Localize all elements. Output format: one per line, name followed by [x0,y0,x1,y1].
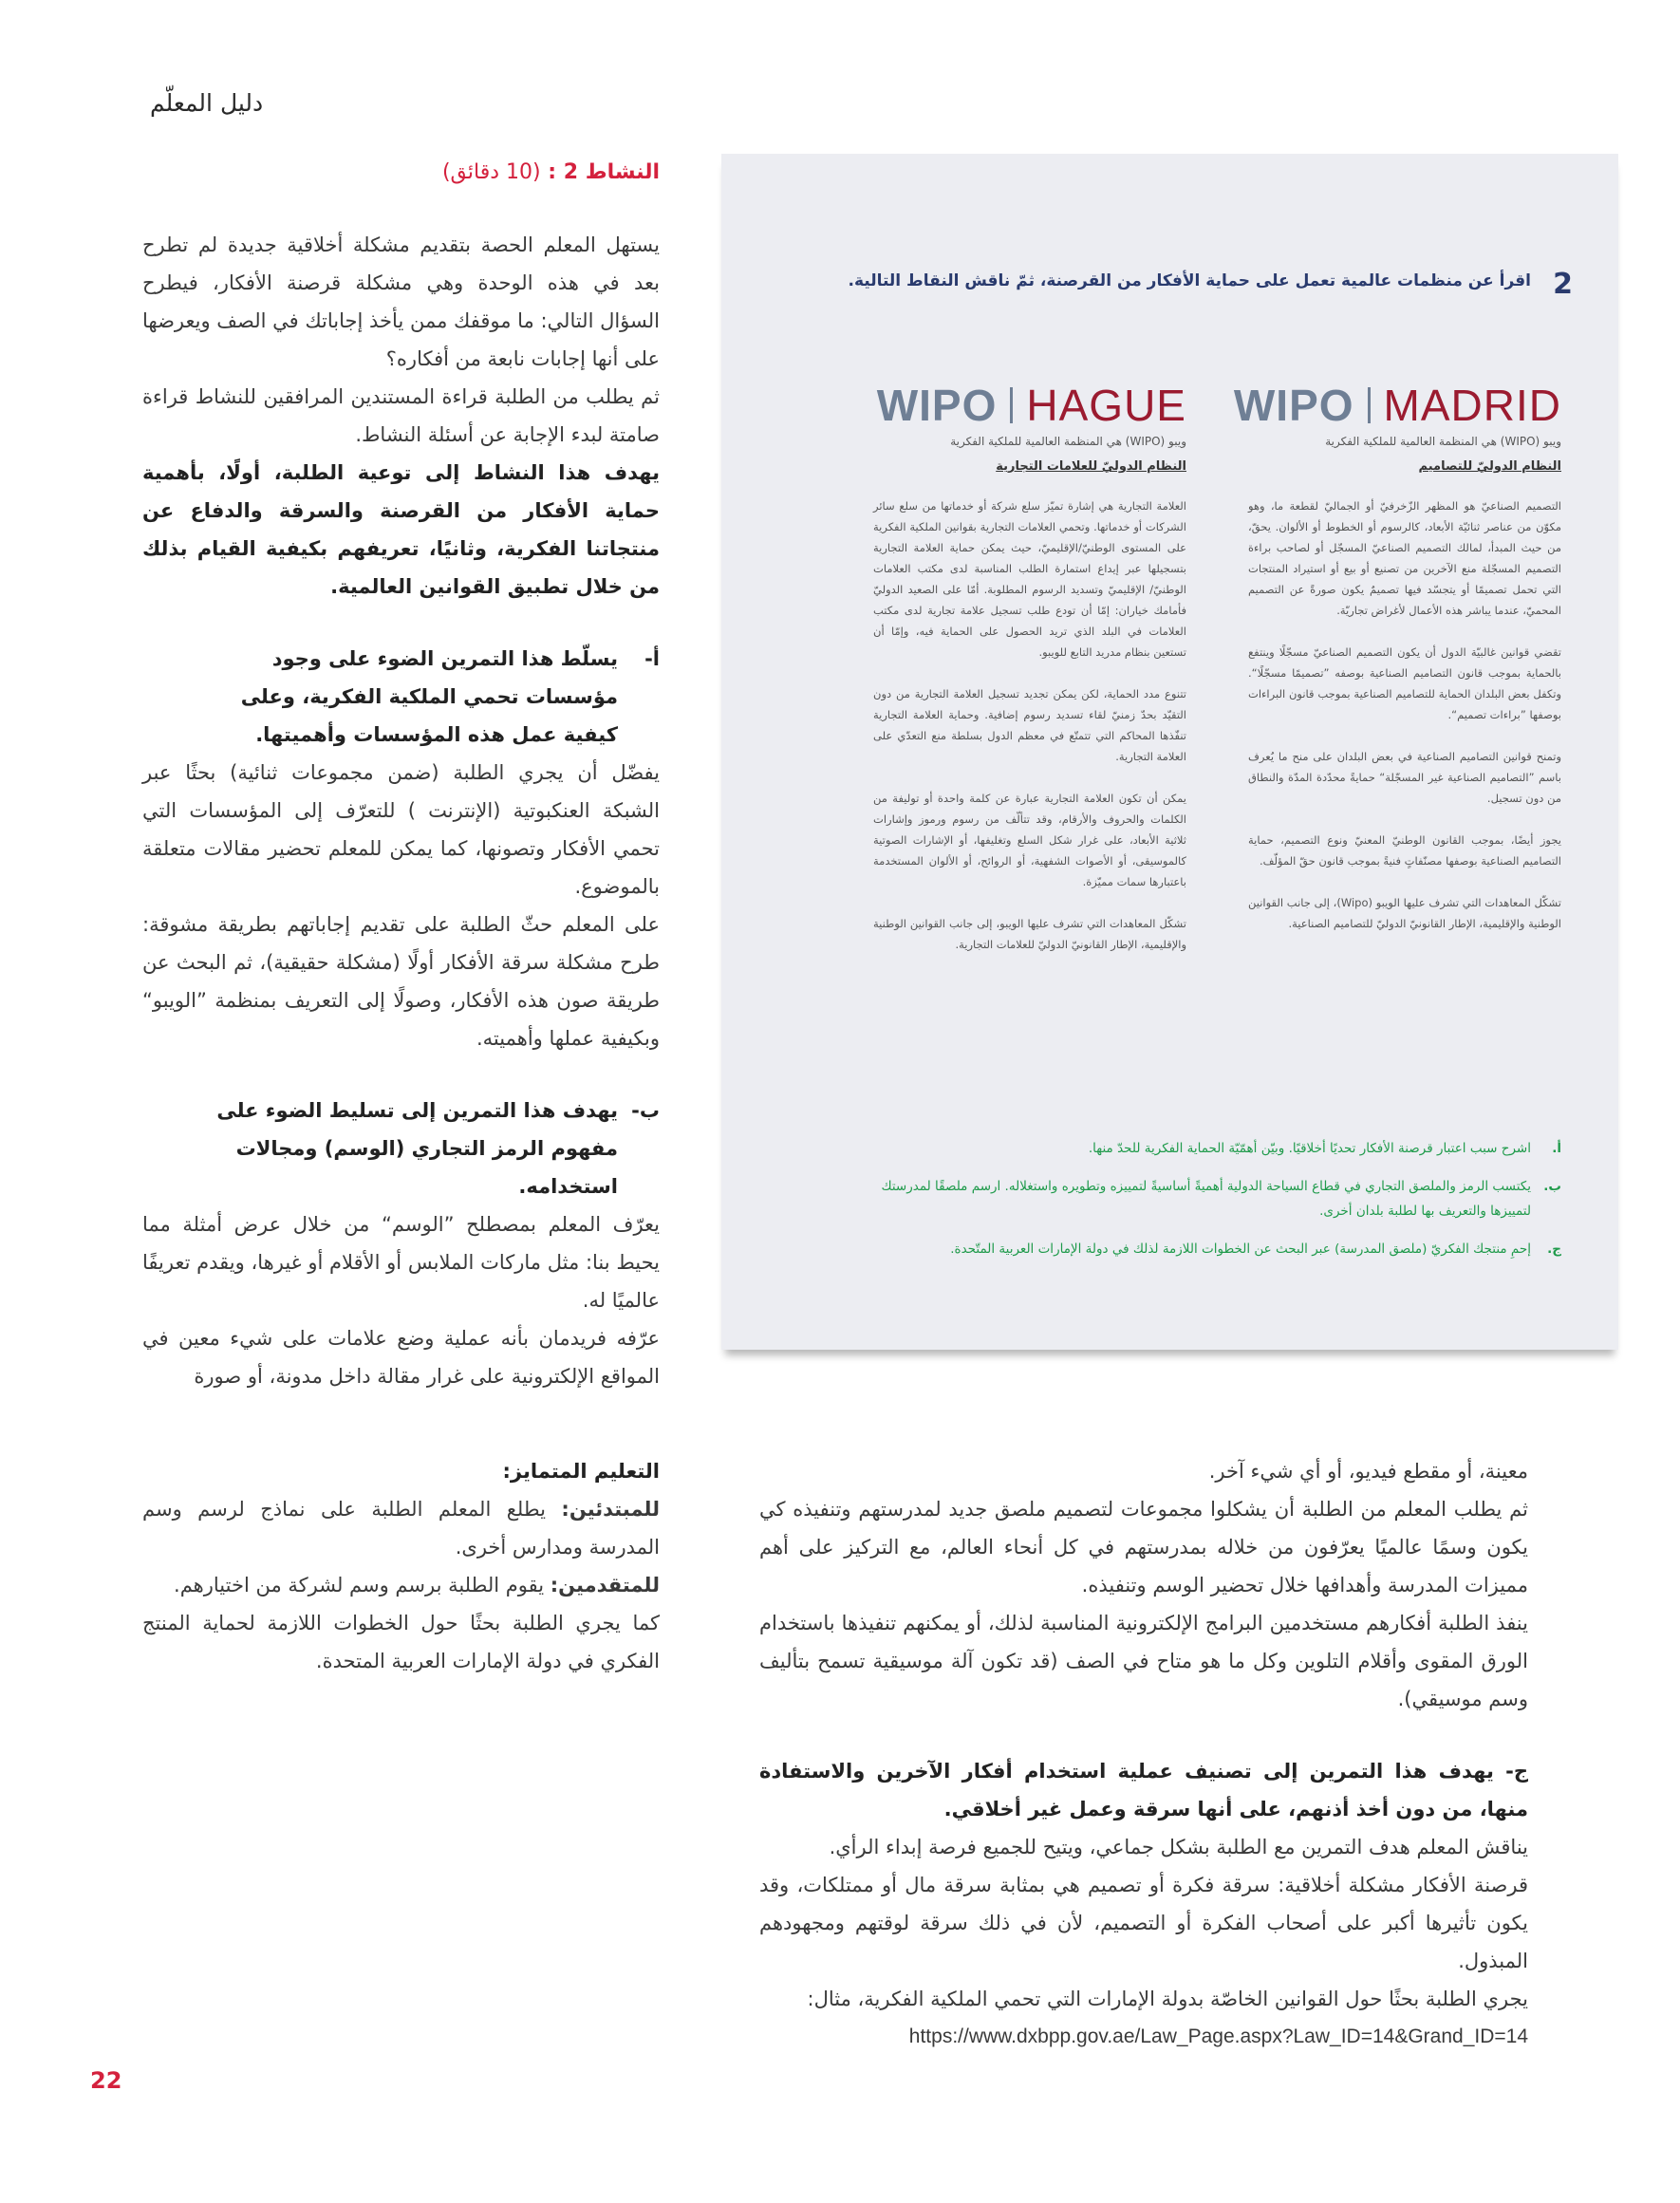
section-b-paragraph-2: عرّفه فريدمان بأنه عملية وضع علامات على شيء معين في المواقع الإلكترونية على غرار مقالة داخل مدونة، أو صورة [142,1327,660,1388]
hague-paragraph: يمكن أن تكون العلامة التجارية عبارة عن كلمة واحدة أو توليفة من الكلمات والحروف والأرقام، وقد تتألّف من رسوم ورموز وإشارات ثلاثية الأبعاد، على غرار شكل السلع وتغليفها، أو الإشارات الصوتية كالموسيقى، أو الأصوات الشفهية، أو الروائح، أو الألوان المستخدمة باعتبارها سمات مميّزة. [873,792,1186,888]
activity-goal: يهدف هذا النشاط إلى توعية الطلبة، أولًا، بأهمية حماية الأفكار من القرصنة والسرقة والدفاع عن منتجاتنا الفكرية، وثانيًا، تعريفهم بكيفية القيام بذلك من خلال تطبيق القوانين العالمية. [142,461,660,598]
header-title: دليل المعلّم [150,89,264,117]
section-c-paragraph-3: يجري الطلبة بحثًا حول القوانين الخاصّة بدولة الإمارات التي تحمي الملكية الفكرية، مثال: [807,1988,1528,2010]
section-b-paragraph-1: يعرّف المعلم بمصطلح ”الوسم“ من خلال عرض أمثلة مما يحيط بنا: مثل ماركات الملابس أو الأقلام أو غيرها، ويقدم تعريفًا عالميًا له. [142,1213,660,1312]
hague-paragraph: العلامة التجارية هي إشارة تميّز سلع شركة أو خدماتها من سلع سائر الشركات أو خدماتها. وتحمي العلامات التجارية بقوانين الملكية الفكرية على المستوى الوطنيّ/الإقليميّ، حيث يمكن حماية العلامة التجارية بتسجيلها عبر إيداع استمارة الطلب المناسبة لدى مكتب العلامات الوطنيّ/ الإقليميّ وتسديد الرسوم المطلوبة. أمّا على الصعيد الدوليّ فأمامك خياران: إمّا أن تودع طلب تسجيل علامة تجارية لدى مكتب العلامات في البلد الذي تريد الحصول على الحماية فيه، وإمّا أن تستعين بنظام مدريد التابع للويبو. [873,499,1186,659]
task-text: اشرح سبب اعتبار قرصنة الأفكار تحديًا أخلاقيًا. وبيّن أهمّيّة الحماية الفكرية للحدّ منها. [1088,1141,1531,1156]
task-item [878,1237,1561,1261]
task-marker: ج. [1547,1242,1561,1257]
activity-duration: (10 دقائق) [441,160,541,184]
advanced-label: للمتقدمين: [550,1574,660,1596]
hague-subtitle: ويبو (WIPO) هي المنظمة العالمية للملكية الفكرية [950,435,1186,448]
continuation-paragraph-1: معينة، أو مقطع فيديو، أو أي شيء آخر. [1208,1460,1528,1483]
question-number: 2 [1553,268,1573,301]
beginners-text: يطلع المعلم الطلبة على نماذج لرسم وسم المدرسة ومدارس أخرى. [142,1498,660,1559]
hague-logo-name: HAGUE [1026,381,1186,430]
section-a-marker: أ- [644,647,660,670]
activity-intro-2: ثم يطلب من الطلبة قراءة المستندين المرافقين للنشاط قراءة صامتة لبدء الإجابة عن أسئلة النشاط. [142,385,660,446]
wipo-madrid-logo [1234,382,1561,429]
madrid-logo-wipo: WIPO [1233,381,1354,430]
beginners-label: للمبتدئين: [561,1498,660,1521]
task-item [878,1136,1561,1161]
madrid-paragraph: يجوز أيضًا، بموجب القانون الوطنيّ المعنيّ ونوع التصميم، حماية التصاميم الصناعية بوصفها مصنّفاتٍ فنيةً بموجب قانون حقّ المؤلّف. [1248,833,1561,868]
continuation-paragraph-2: ثم يطلب المعلم من الطلبة أن يشكلوا مجموعات لتصميم ملصق جديد لمدرستهم وتنفيذه كي يكون وسمًا عالميًا يعرّفون من خلاله بمدرستهم في كل أنحاء العالم، مع التركيز على أهم مميزات المدرسة وأهدافها خلال تحضير الوسم وتنفيذه. [759,1498,1528,1596]
task-list [878,1136,1561,1275]
book-page-panel [721,154,1618,1350]
section-b-marker: ب- [631,1099,660,1122]
section-c-paragraph-1: يناقش المعلم هدف التمرين مع الطلبة بشكل جماعي، ويتيح للجميع فرصة إبداء الرأي. [829,1836,1528,1858]
hague-logo-divider [1010,387,1013,423]
activity-title: النشاط 2 : [548,160,660,184]
hague-paragraph: تتنوع مدد الحماية، لكن يمكن تجديد تسجيل العلامة التجارية من دون التقيّد بحدّ زمنيّ لقاء تسديد رسوم إضافية. وحماية العلامة التجارية تنفّذها المحاكم التي تتمتّع في معظم الدول بسلطة منع التعدّي على العلامة التجارية. [873,687,1186,763]
hague-column [873,495,1186,976]
section-b-heading [142,1092,660,1205]
continuation-column [759,1452,1528,2056]
task-text: إحمِ منتجك الفكريّ (ملصق المدرسة) عبر البحث عن الخطوات اللازمة لذلك في دولة الإمارات العربية المتّحدة. [950,1242,1531,1257]
task-marker: ب. [1543,1179,1561,1194]
task-item [878,1174,1561,1223]
madrid-paragraph: تقضي قوانين غالبيّة الدول أن يكون التصميم الصناعيّ مسجّلًا وينتفع بالحماية بموجب قانون التصاميم الصناعية بوصفه ”تصميمًا مسجّلًا“. وتكفل بعض البلدان الحماية للتصاميم الصناعية بموجب قانون البراءات بوصفها ”براءات تصميم“. [1248,645,1561,721]
hague-logo-wipo: WIPO [876,381,998,430]
differentiated-learning [142,1452,660,1680]
activity-column [142,154,660,1395]
madrid-column-title: النظام الدوليّ للتصاميم [1418,459,1561,474]
advanced-text: يقوم الطلبة برسم وسم لشركة من اختيارهم. [174,1574,551,1596]
hague-paragraph: تشكّل المعاهدات التي تشرف عليها الويبو، إلى جانب القوانين الوطنية والإقليمية، الإطار القانونيّ الدوليّ للعلامات التجارية. [873,917,1186,951]
spacer [759,1718,1528,1752]
section-c-paragraph-2: قرصنة الأفكار مشكلة أخلاقية: سرقة فكرة أو تصميم هي بمثابة سرقة مال أو ممتلكات، وقد يكون تأثيرها أكبر على أصحاب الفكرة أو التصميم، لأن في ذلك سرقة لوقتهم ومجهودهم المبذول. [759,1874,1528,1972]
advanced-paragraph [142,1566,660,1604]
law-url-link[interactable]: https://www.dxbpp.gov.ae/Law_Page.aspx?Law_ID=14&Grand_ID=14 [908,2026,1528,2047]
madrid-logo-divider [1368,387,1371,423]
hague-column-title: النظام الدوليّ للعلامات التجارية [996,459,1186,474]
activity-heading [142,154,660,192]
section-a-heading [142,640,660,754]
section-a-heading-text: يسلّط هذا التمرين الضوء على وجود مؤسسات تحمي الملكية الفكرية، وعلى كيفية عمل هذه المؤسسات وأهميتها. [240,647,618,746]
section-a-paragraph-2: على المعلم حثّ الطلبة على تقديم إجاباتهم بطريقة مشوقة: طرح مشكلة سرقة الأفكار أولًا (مشكلة حقيقية)، ثم البحث عن طريقة صون هذه الأفكار، وصولًا إلى التعريف بمنظمة ”الويبو“ وبكيفية عملها وأهميته. [142,913,660,1050]
madrid-paragraph: وتمنح قوانين التصاميم الصناعية في بعض البلدان على منح ما يُعرف باسم ”التصاميم الصناعية غير المسجّلة“ حمايةً محدّدة المدّة والنطاق من دون تسجيل. [1248,750,1561,805]
activity-intro: يستهل المعلم الحصة بتقديم مشكلة أخلاقية جديدة لم تطرح بعد في هذه الوحدة وهي مشكلة قرصنة الأفكار، فيطرح السؤال التالي: ما موقفك ممن يأخذ إجاباتك في الصف ويعرضها على أنها إجابات نابعة من أفكاره؟ [142,233,660,370]
wipo-hague-logo [877,382,1186,429]
differentiated-heading: التعليم المتمايز: [502,1460,660,1483]
madrid-paragraph: تشكّل المعاهدات التي تشرف عليها الويبو (Wipo)، إلى جانب القوانين الوطنية والإقليمية، الإطار القانونيّ الدوليّ للتصاميم الصناعية. [1248,896,1561,930]
task-text: يكتسب الرمز والملصق التجاري في قطاع السياحة الدولية أهميةً أساسيةً لتمييزه وتطويره واستغلاله. ارسم ملصقًا لمدرستك لتمييزها والتعريف بها لطلبة بلدان أخرى. [881,1179,1531,1219]
question-text: اقرأ عن منظمات عالمية تعمل على حماية الأفكار من القرصنة، ثمّ ناقش النقاط التالية. [848,271,1531,290]
section-a-paragraph-1: يفضّل أن يجري الطلبة (ضمن مجموعات ثنائية) بحثًا عبر الشبكة العنكبوتية (الإنترنت ) للتعرّف إلى المؤسسات التي تحمي الأفكار وتصونها، كما يمكن للمعلم تحضير مقالات متعلقة بالموضوع. [142,761,660,898]
section-a [142,640,660,1057]
madrid-logo-name: MADRID [1383,381,1561,430]
section-b-heading-text: يهدف هذا التمرين إلى تسليط الضوء على مفهوم الرمز التجاري (الوسم) ومجالات استخدامه. [216,1099,618,1198]
advanced-paragraph-2: كما يجري الطلبة بحثًا حول الخطوات اللازمة لحماية المنتج الفكري في دولة الإمارات العربية المتحدة. [142,1612,660,1672]
continuation-paragraph-3: ينفذ الطلبة أفكارهم مستخدمين البرامج الإلكترونية المناسبة لذلك، أو يمكنهم تنفيذها باستخدام الورق المقوى وأقلام التلوين وكل ما هو متاح في الصف (قد تكون آلة موسيقية تسمح بتأليف وسم موسيقي). [759,1612,1528,1710]
madrid-column [1248,495,1561,955]
section-b [142,1092,660,1395]
section-c-heading: ج- يهدف هذا التمرين إلى تصنيف عملية استخدام أفكار الآخرين والاستفادة منها، من دون أخذ أذنهم، على أنها سرقة وعمل غير أخلاقي. [759,1760,1528,1820]
madrid-subtitle: ويبو (WIPO) هي المنظمة العالمية للملكية الفكرية [1325,435,1561,448]
task-marker: أ. [1552,1141,1561,1156]
beginners-paragraph [142,1490,660,1566]
page-number: 22 [90,2067,122,2094]
madrid-paragraph: التصميم الصناعيّ هو المظهر الزّخرفيّ أو الجماليّ لقطعة ما، وهو مكوّن من عناصر ثنائيّة الأبعاد، كالرسوم أو الخطوط أو الألوان. يحقّ، من حيث المبدأ، لمالك التصميم الصناعيّ المسجّل أو لصاحب براءة التصميم المسجّلة منع الآخرين من تصنيع أو بيع أو استيراد المنتجات التي تحمل تصميمًا أو يتجسّد فيها تصميمٌ يكون صورةً عن التصميم المحميّ، عندما يباشر هذه الأعمال لأغراض تجاريّة. [1248,499,1561,617]
